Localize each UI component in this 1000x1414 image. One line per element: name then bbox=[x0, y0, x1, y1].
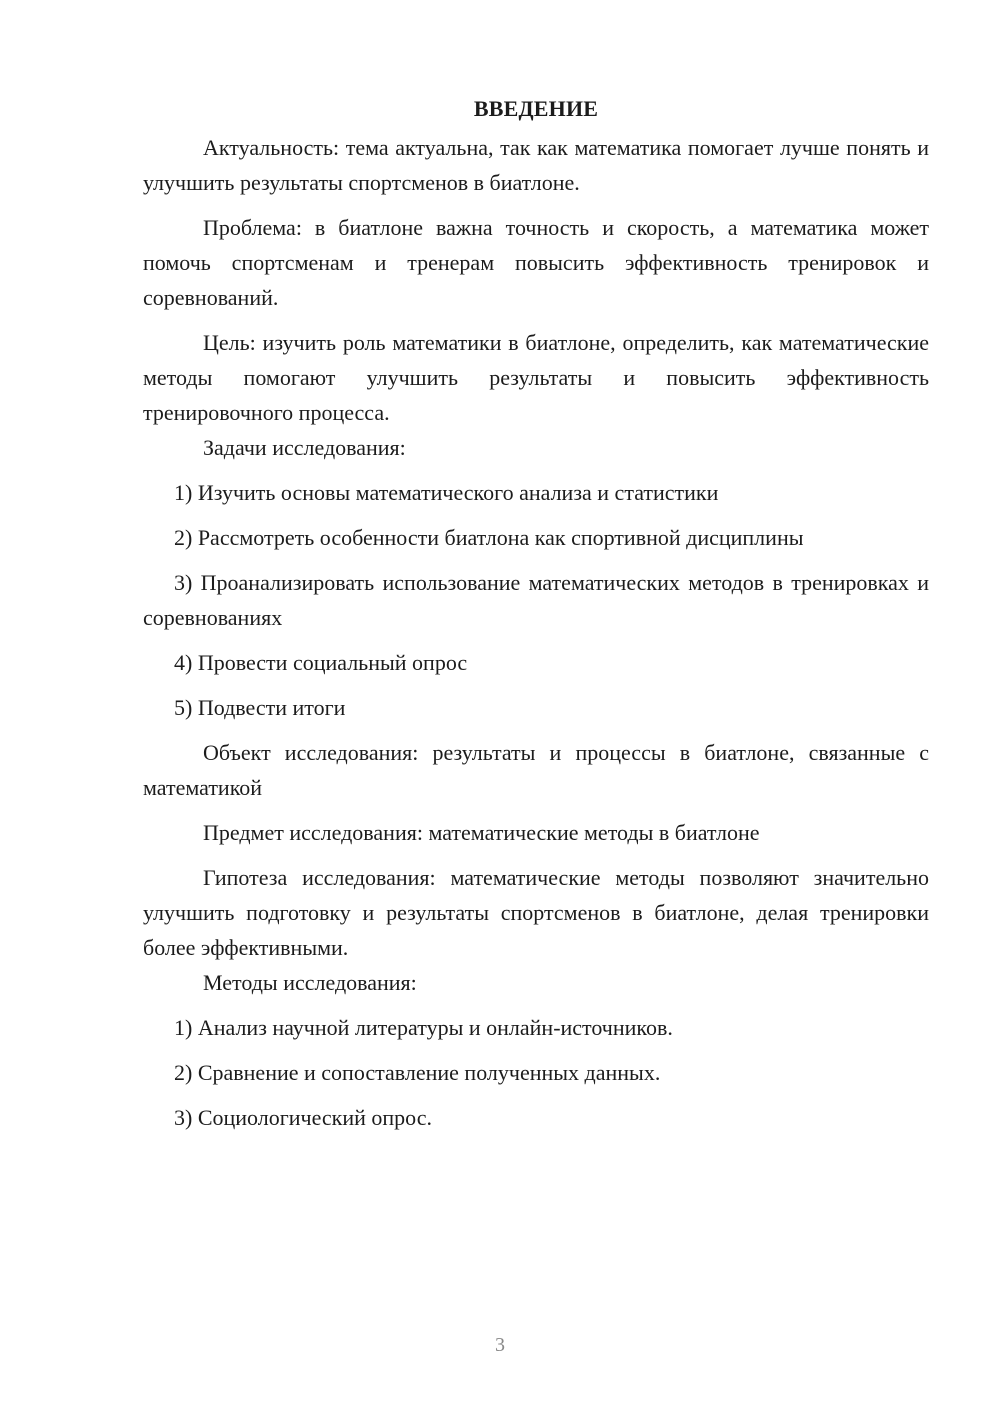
tasks-list bbox=[143, 475, 929, 725]
document-page bbox=[143, 92, 929, 1135]
page-number: 3 bbox=[495, 1334, 505, 1356]
methods-list bbox=[143, 1010, 929, 1135]
section-heading: ВВЕДЕНИЕ bbox=[473, 96, 599, 121]
methods-label: Методы исследования: bbox=[203, 970, 417, 995]
list-item: 4) Провести социальный опрос bbox=[174, 650, 468, 675]
list-item: 2) Сравнение и сопоставление полученных данных. bbox=[174, 1060, 661, 1085]
tasks-label: Задачи исследования: bbox=[203, 435, 406, 460]
list-item: 1) Изучить основы математического анализа и статистики bbox=[174, 480, 719, 505]
list-item: 2) Рассмотреть особенности биатлона как спортивной дисциплины bbox=[174, 525, 804, 550]
list-item: 5) Подвести итоги bbox=[174, 695, 346, 720]
paragraph-goal: Цель: изучить роль математики в биатлоне, определить, как математические методы помогают улучшить результаты и повысить эффективность тренировочного процесса. bbox=[143, 330, 929, 425]
paragraph-problem: Проблема: в биатлоне важна точность и скорость, а математика может помочь спортсменам и тренерам повысить эффективность тренировок и соревнований. bbox=[143, 215, 929, 310]
list-item: 1) Анализ научной литературы и онлайн-источников. bbox=[174, 1015, 673, 1040]
list-item: 3) Проанализировать использование математических методов в тренировках и соревнованиях bbox=[143, 570, 929, 630]
paragraph-subject: Предмет исследования: математические методы в биатлоне bbox=[203, 820, 760, 845]
paragraph-relevance: Актуальность: тема актуальна, так как математика помогает лучше понять и улучшить результаты спортсменов в биатлоне. bbox=[143, 135, 929, 195]
paragraph-hypothesis: Гипотеза исследования: математические методы позволяют значительно улучшить подготовку и результаты спортсменов в биатлоне, делая тренировки более эффективными. bbox=[143, 865, 929, 960]
list-item: 3) Социологический опрос. bbox=[174, 1105, 432, 1130]
paragraph-object: Объект исследования: результаты и процессы в биатлоне, связанные с математикой bbox=[143, 740, 929, 800]
